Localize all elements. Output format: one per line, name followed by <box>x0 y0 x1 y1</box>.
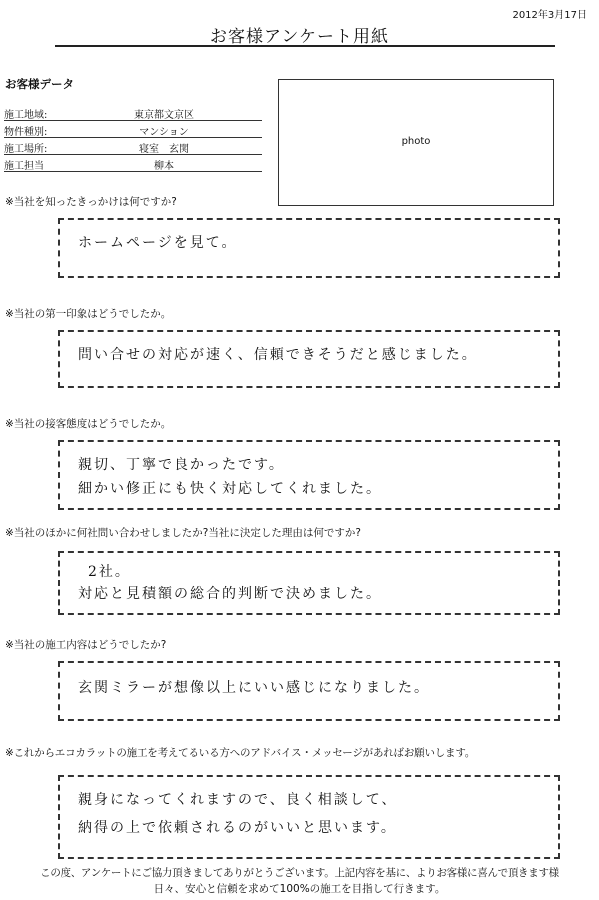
info-value: 寝室 玄関 <box>139 144 189 155</box>
info-row-area <box>4 104 262 121</box>
answer-2-line-1: 問い合せの対応が速く、信頼できそうだと感じました。 <box>78 347 478 363</box>
question-2: ※当社の第一印象はどうでしたか。 <box>5 308 172 320</box>
answer-6-line-1: 親身になってくれますので、良く相談して、 <box>78 792 398 808</box>
photo-label: photo <box>401 136 431 147</box>
page-title: お客様アンケート用紙 <box>210 27 389 47</box>
question-3: ※当社の接客態度はどうでしたか。 <box>5 418 172 430</box>
customer-data-heading: お客様データ <box>5 77 74 91</box>
info-label: 施工場所: <box>4 144 48 155</box>
answer-box-2 <box>58 330 560 388</box>
info-label: 施工担当 <box>4 161 44 172</box>
answer-5-line-1: 玄関ミラーが想像以上にいい感じになりました。 <box>78 680 430 696</box>
answer-4-line-2: 対応と見積額の総合的判断で決めました。 <box>78 586 382 602</box>
question-6: ※これからエコカラットの施工を考えてるいる方へのアドバイス・メッセージがあればお願いします。 <box>5 747 476 759</box>
answer-4-line-1: 2社。 <box>88 564 131 580</box>
answer-3-line-2: 細かい修正にも快く対応してくれました。 <box>78 481 382 497</box>
question-5: ※当社の施工内容はどうでしたか? <box>5 639 167 651</box>
survey-date: 2012年3月17日 <box>512 10 587 21</box>
question-1: ※当社を知ったきっかけは何ですか? <box>5 196 177 208</box>
info-row-staff <box>4 155 262 172</box>
answer-box-5 <box>58 661 560 721</box>
info-label: 物件種別: <box>4 127 48 138</box>
info-row-location <box>4 138 262 155</box>
info-value: 東京都文京区 <box>134 110 194 121</box>
info-label: 施工地域: <box>4 110 48 121</box>
footer-line-2: 日々、安心と信頼を求めて100%の施工を目指して行きます。 <box>153 883 446 895</box>
answer-6-line-2: 納得の上で依頼されるのがいいと思います。 <box>78 820 397 836</box>
photo-box <box>278 79 554 206</box>
answer-box-1 <box>58 218 560 278</box>
answer-box-4 <box>58 551 560 615</box>
info-row-property-type <box>4 121 262 138</box>
title-underline <box>55 45 555 47</box>
footer-line-1: この度、アンケートにご協力頂きましてありがとうございます。上記内容を基に、よりお客様に喜んで頂きます様 <box>40 867 559 879</box>
question-4: ※当社のほかに何社問い合わせしましたか?当社に決定した理由は何ですか? <box>5 527 361 539</box>
info-value: マンション <box>139 127 189 138</box>
info-value: 柳本 <box>154 161 174 172</box>
answer-box-3 <box>58 440 560 510</box>
answer-box-6 <box>58 775 560 859</box>
answer-3-line-1: 親切、丁寧で良かったです。 <box>78 457 285 473</box>
answer-1-line-1: ホームページを見て。 <box>78 235 238 251</box>
